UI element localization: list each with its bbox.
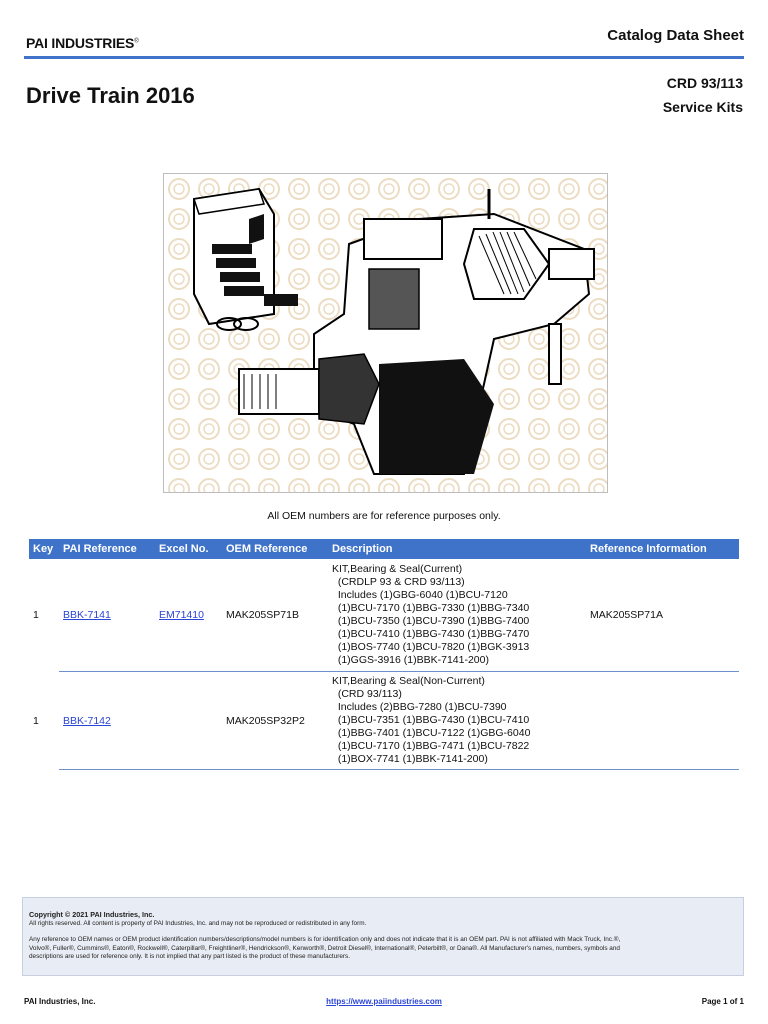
col-pai-reference-header: PAI Reference [59, 539, 155, 559]
oem-reference-note: All OEM numbers are for reference purposes only. [267, 510, 501, 522]
copyright-text: Copyright © 2021 PAI Industries, Inc. [29, 910, 155, 919]
page-title: Drive Train 2016 [26, 83, 195, 108]
description-line: KIT,Bearing & Seal(Non-Current) [332, 674, 485, 687]
legal-notice-box [22, 897, 744, 976]
description-line: (1)BCU-7170 (1)BBG-7471 (1)BCU-7822 [332, 740, 530, 753]
description-line: KIT,Bearing & Seal(Current) [332, 562, 463, 575]
disclaimer-line: descriptions are used for reference only. It is not implied that any part listed is the product of these manufacturers. [29, 953, 350, 961]
description-cell [328, 559, 586, 672]
description-line: (1)BCU-7350 (1)BCU-7390 (1)BBG-7400 [332, 615, 530, 627]
table-row [29, 559, 739, 672]
description-line: (CRDLP 93 & CRD 93/113) [332, 575, 465, 588]
key-cell: 1 [33, 609, 39, 622]
footer-company: PAI Industries, Inc. [24, 997, 96, 1006]
description-line: (1)BCU-7170 (1)BBG-7330 (1)BBG-7340 [332, 601, 530, 614]
disclaimer-line: Any reference to OEM names or OEM product identification numbers/descriptions/model numbers is for identification only and does not indicate that it is an OEM part. PAI is not affiliated with Mack Truck, Inc.®, [29, 936, 621, 944]
description-line: (1)GGS-3916 (1)BBK-7141-200) [332, 654, 489, 667]
header-divider [24, 56, 744, 59]
oem-reference-cell: MAK205SP32P2 [222, 672, 328, 770]
code-block [663, 75, 743, 115]
description-line: (1)BOS-7740 (1)BCU-7820 (1)BGK-3913 [332, 641, 530, 654]
col-oem-reference-header: OEM Reference [222, 539, 328, 559]
reference-information-cell [586, 672, 739, 770]
pai-reference-link[interactable]: BBK-7141 [63, 609, 111, 621]
logo-text: PAI INDUSTRIES [26, 35, 135, 51]
description-line: Includes (1)GBG-6040 (1)BCU-7120 [332, 588, 508, 601]
table-row [29, 672, 739, 770]
pai-reference-link[interactable]: BBK-7142 [63, 714, 111, 727]
kit-type: Service Kits [662, 99, 743, 115]
oem-reference-cell: MAK205SP71B [222, 559, 328, 672]
col-reference-information-header: Reference Information [586, 539, 739, 559]
footer-url-wrapper [24, 997, 744, 1006]
description-line: (1)BOX-7741 (1)BBK-7141-200) [332, 753, 488, 766]
description-line: (1)BCU-7410 (1)BBG-7430 (1)BBG-7470 [332, 628, 530, 641]
differential-illustration [163, 173, 608, 493]
table-header-row [29, 539, 739, 559]
page-number: Page 1 of 1 [701, 997, 744, 1006]
website-link[interactable]: https://www.paiindustries.com [326, 997, 442, 1006]
excel-no-cell [155, 672, 222, 770]
excel-no-link[interactable]: EM71410 [159, 609, 204, 621]
logo-registered-mark: ® [134, 38, 139, 45]
description-line: Includes (2)BBG-7280 (1)BCU-7390 [332, 700, 507, 713]
document-type: Catalog Data Sheet [607, 27, 744, 44]
pai-reference-cell [59, 559, 155, 672]
excel-no-cell [155, 559, 222, 672]
description-line: (1)BBG-7401 (1)BCU-7122 (1)GBG-6040 [332, 727, 531, 740]
company-logo [26, 35, 138, 51]
rights-text: All rights reserved. All content is property of PAI Industries, Inc. and may not be reproduced or redistributed in any form. [29, 919, 367, 927]
col-description-header: Description [328, 539, 586, 559]
service-kits-table [29, 539, 739, 770]
col-excel-no-header: Excel No. [155, 539, 222, 559]
reference-information-cell: MAK205SP71A [586, 559, 739, 672]
pai-reference-cell [59, 672, 155, 770]
disclaimer-line: Volvo®, Fuller®, Cummins®, Eaton®, Rockwell®, Caterpillar®, Freightliner®, Hendrickson®, Kenworth®, Detroit Diesel®, International®, Peterbilt®, or Dana®. All Manufacturer's names, numbers, symbols and [29, 944, 620, 952]
product-code: CRD 93/113 [666, 75, 743, 91]
description-line: (CRD 93/113) [332, 687, 402, 700]
description-cell [328, 672, 586, 770]
description-line: (1)BCU-7351 (1)BBG-7430 (1)BCU-7410 [332, 713, 530, 726]
col-key-header: Key [29, 539, 59, 559]
key-cell: 1 [33, 714, 39, 727]
